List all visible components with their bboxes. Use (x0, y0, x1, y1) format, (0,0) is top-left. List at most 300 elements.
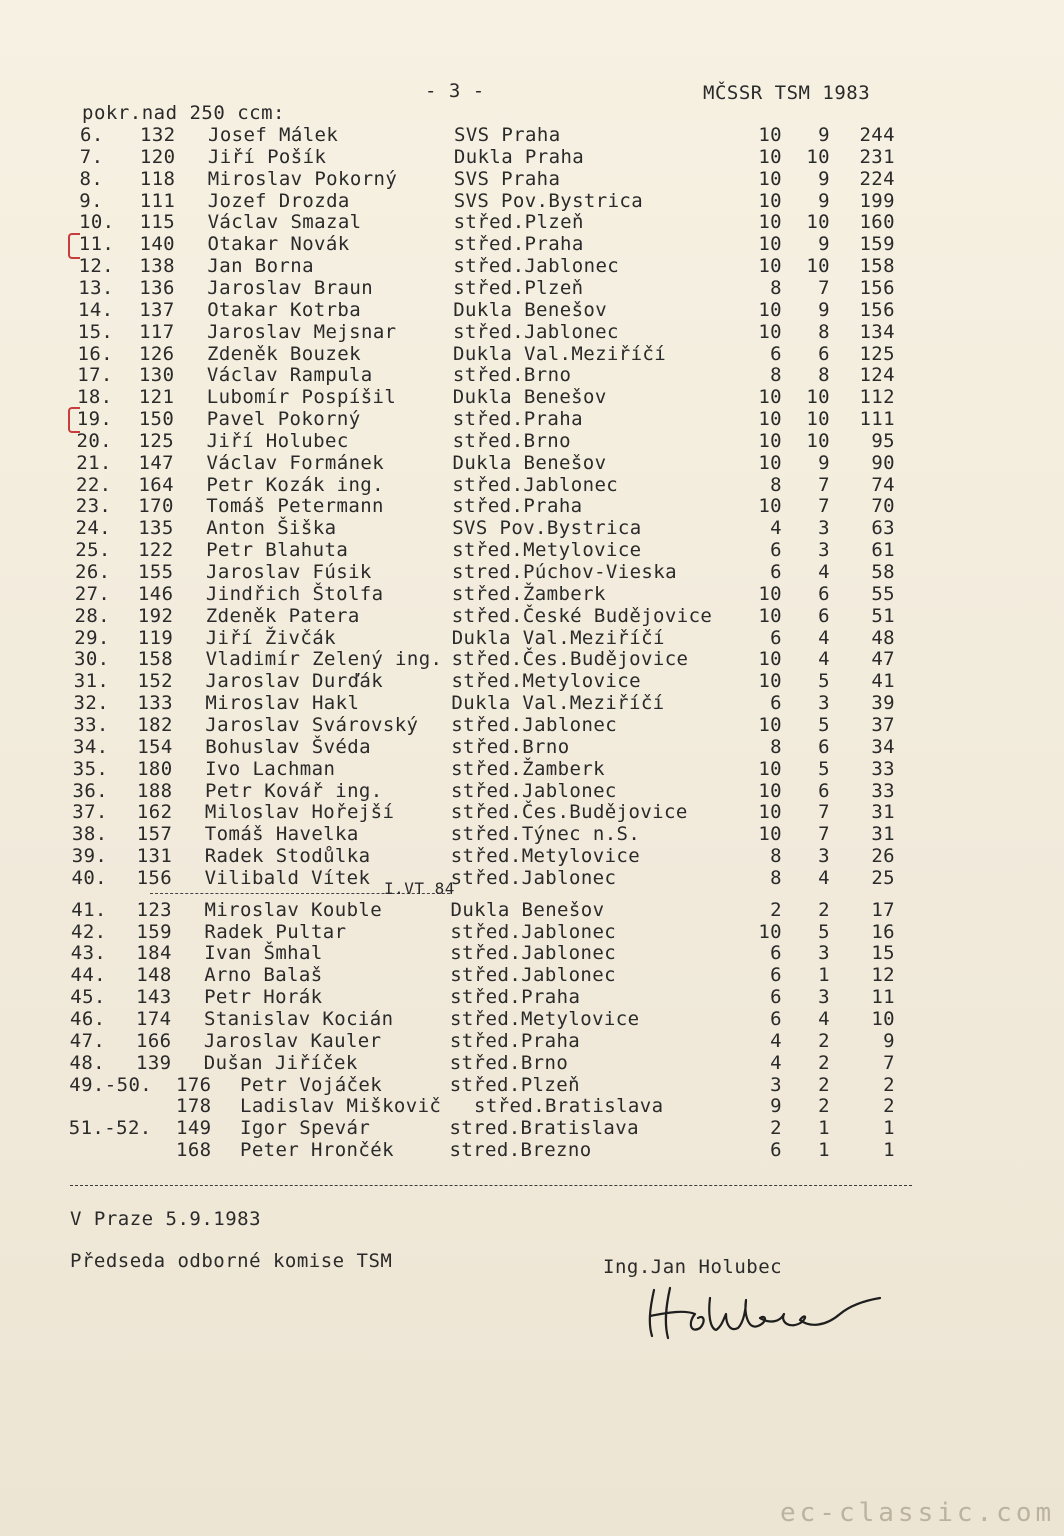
table-row (0, 299, 1064, 321)
finished-cell: 7 (818, 495, 830, 518)
club-cell: střed.Metylovice (451, 670, 641, 693)
start-number-cell: 123 (136, 898, 173, 921)
points-cell: 112 (859, 386, 895, 409)
points-cell: 16 (871, 920, 895, 943)
points-cell: 199 (859, 189, 895, 212)
rider-name-cell: Josef Málek (208, 124, 339, 146)
rounds-cell: 2 (770, 1117, 782, 1140)
start-number-cell: 170 (138, 495, 174, 518)
table-row (0, 670, 1064, 692)
finished-cell: 6 (818, 342, 830, 365)
start-number-cell: 117 (139, 320, 175, 343)
club-cell: střed.Plzeň (449, 1073, 580, 1096)
red-mark-19 (68, 407, 80, 433)
club-cell: střed.Praha (453, 233, 584, 256)
rounds-cell: 6 (770, 692, 782, 715)
table-row (0, 539, 1064, 561)
points-cell: 95 (871, 429, 895, 452)
club-cell: stred.Púchov-Vieska (452, 561, 677, 583)
points-cell: 12 (871, 964, 895, 987)
club-cell: střed.Brno (449, 1051, 569, 1074)
club-cell: SVS Pov.Bystrica (452, 517, 642, 540)
start-number-cell: 166 (136, 1029, 172, 1052)
start-number-cell: 152 (137, 670, 174, 693)
points-cell: 33 (871, 757, 895, 780)
rank-cell: 19. (76, 408, 113, 431)
finished-cell: 5 (818, 757, 830, 780)
finished-cell: 3 (818, 517, 830, 540)
table-row (0, 867, 1064, 889)
rank-cell: 22. (76, 473, 112, 496)
table-row (0, 517, 1064, 539)
finished-cell: 3 (818, 539, 830, 562)
start-number-cell: 136 (139, 276, 175, 299)
start-number-cell: 126 (139, 342, 175, 365)
points-cell: 7 (883, 1051, 895, 1074)
finished-cell: 6 (818, 604, 830, 627)
rank-cell: 33. (73, 713, 109, 736)
rank-cell: 38. (72, 823, 108, 846)
table-row (0, 124, 1064, 146)
start-number-cell: 156 (136, 866, 173, 889)
club-cell: stred.Bratislava (449, 1117, 639, 1140)
points-cell: 39 (871, 692, 895, 715)
rider-name-cell: Otakar Novák (207, 233, 350, 256)
club-cell: střed.Jablonec (452, 473, 619, 496)
rider-name-cell: Igor Spevár (240, 1117, 371, 1140)
rounds-cell: 8 (770, 845, 782, 868)
start-number-cell: 140 (139, 233, 176, 256)
club-cell: střed.Žamberk (451, 582, 606, 605)
table-row (0, 321, 1064, 343)
points-cell: 10 (871, 1008, 895, 1030)
rounds-cell: 9 (770, 1095, 782, 1118)
table-row (0, 343, 1064, 365)
rider-name-cell: Jozef Drozda (207, 189, 350, 212)
club-cell: střed.Metylovice (450, 845, 641, 868)
rank-cell: 31. (73, 670, 110, 693)
rider-name-cell: Ladislav Miškovič (240, 1095, 442, 1118)
finished-cell: 1 (818, 964, 830, 987)
finished-cell: 7 (818, 276, 830, 299)
rank-cell: 48. (69, 1051, 106, 1074)
rounds-cell: 10 (758, 255, 782, 278)
rider-name-cell: Miloslav Hořejší (204, 801, 395, 824)
points-cell: 63 (871, 517, 895, 540)
finished-cell: 8 (818, 320, 830, 343)
club-cell: střed.Metylovice (452, 539, 642, 562)
rank-cell: 42. (71, 920, 107, 943)
table-row (0, 758, 1064, 780)
start-number-cell: 178 (176, 1095, 212, 1118)
table-row (0, 495, 1064, 517)
start-number-cell: 162 (136, 801, 173, 824)
table-row (0, 211, 1064, 233)
rider-name-cell: Miroslav Pokorný (207, 167, 398, 190)
points-cell: 15 (871, 942, 895, 965)
rank-cell: 10. (79, 211, 115, 234)
start-number-cell: 168 (176, 1139, 212, 1162)
rounds-cell: 2 (770, 898, 782, 921)
rank-cell: 45. (70, 986, 106, 1009)
rider-name-cell: Petr Kovář ing. (205, 779, 383, 802)
rounds-cell: 6 (770, 626, 782, 649)
points-cell: 134 (859, 320, 895, 343)
start-number-cell: 138 (139, 255, 175, 278)
club-cell: střed.Jablonec (450, 964, 616, 987)
rank-cell: 44. (70, 964, 107, 987)
rider-name-cell: Zdeněk Patera (205, 604, 360, 627)
rounds-cell: 10 (758, 408, 782, 431)
club-cell: střed.Jablonec (453, 255, 620, 278)
table-row (0, 168, 1064, 190)
start-number-cell: 159 (136, 920, 172, 943)
finished-cell: 5 (818, 670, 830, 693)
finished-cell: 7 (818, 801, 830, 824)
finished-cell: 9 (818, 124, 830, 146)
rounds-cell: 6 (770, 964, 782, 987)
rider-name-cell: Petr Kozák ing. (206, 473, 384, 496)
points-cell: 70 (871, 495, 895, 518)
rounds-cell: 8 (770, 866, 782, 889)
rounds-cell: 10 (758, 823, 782, 846)
points-cell: 17 (871, 898, 895, 921)
chair-name: Ing.Jan Holubec (603, 1256, 783, 1278)
points-cell: 74 (871, 473, 895, 496)
finished-cell: 9 (818, 451, 830, 474)
rounds-cell: 10 (758, 495, 782, 518)
finished-cell: 2 (818, 1051, 830, 1074)
table-row (0, 452, 1064, 474)
points-cell: 156 (859, 276, 895, 299)
table-row (0, 408, 1064, 430)
start-number-cell: 111 (139, 189, 176, 212)
points-cell: 244 (859, 124, 895, 146)
points-cell: 159 (859, 233, 895, 256)
start-number-cell: 120 (139, 145, 176, 168)
points-cell: 9 (883, 1029, 895, 1052)
finished-cell: 5 (818, 920, 830, 943)
table-row (0, 964, 1064, 986)
rider-name-cell: Tomáš Petermann (206, 495, 384, 518)
table-row (0, 942, 1064, 964)
rider-name-cell: Petr Horák (204, 986, 323, 1009)
rank-cell: 21. (76, 451, 112, 474)
table-row (0, 1030, 1064, 1052)
rider-name-cell: Jaroslav Mejsnar (207, 320, 397, 343)
table-row (0, 386, 1064, 408)
start-number-cell: 150 (138, 408, 175, 431)
rounds-cell: 10 (758, 670, 782, 693)
start-number-cell: 131 (136, 845, 173, 868)
rider-name-cell: Jaroslav Durďák (205, 670, 384, 693)
rounds-cell: 6 (770, 342, 782, 365)
table-row (0, 277, 1064, 299)
finished-cell: 2 (818, 1073, 830, 1096)
rider-name-cell: Jaroslav Fúsik (206, 561, 372, 583)
finished-cell: 9 (818, 233, 830, 256)
finished-cell: 4 (818, 1008, 830, 1030)
rider-name-cell: Ivan Šmhal (204, 942, 323, 965)
points-cell: 37 (871, 713, 895, 736)
rider-name-cell: Stanislav Kocián (204, 1008, 394, 1030)
club-cell: Dukla Benešov (450, 898, 605, 921)
rider-name-cell: Jiří Živčák (205, 626, 336, 649)
rounds-cell: 10 (758, 604, 782, 627)
rounds-cell: 10 (758, 713, 782, 736)
table-row (0, 255, 1064, 277)
start-number-cell: 135 (138, 517, 174, 540)
rider-name-cell: Jan Borna (207, 255, 314, 278)
table-row (0, 1139, 1064, 1161)
rider-name-cell: Bohuslav Švéda (205, 735, 371, 758)
finished-cell: 3 (818, 692, 830, 715)
table-row (0, 845, 1064, 867)
finished-cell: 8 (818, 364, 830, 387)
rider-name-cell: Lubomír Pospíšil (206, 386, 397, 409)
club-cell: SVS Praha (454, 124, 561, 146)
rank-cell: 32. (73, 692, 110, 715)
start-number-cell: 182 (137, 713, 173, 736)
rounds-cell: 10 (758, 779, 782, 802)
rider-name-cell: Radek Stodůlka (204, 845, 371, 868)
rank-cell: 49.-50. (69, 1073, 153, 1096)
table-row (0, 823, 1064, 845)
start-number-cell: 154 (137, 735, 173, 758)
table-row (0, 605, 1064, 627)
rank-cell: 25. (75, 539, 111, 562)
rounds-cell: 10 (758, 582, 782, 605)
points-cell: 1 (883, 1139, 895, 1162)
rounds-cell: 10 (758, 189, 782, 212)
rank-cell: 6. (80, 124, 104, 146)
table-row (0, 921, 1064, 943)
rounds-cell: 6 (770, 561, 782, 583)
club-cell: střed.Jablonec (450, 866, 617, 889)
rank-cell: 15. (77, 320, 114, 343)
rounds-cell: 10 (758, 386, 782, 409)
rider-name-cell: Vilibald Vítek (204, 866, 371, 889)
rounds-cell: 4 (770, 1029, 782, 1052)
rider-name-cell: Miroslav Kouble (204, 898, 383, 921)
table-row (0, 233, 1064, 255)
finished-cell: 2 (818, 898, 830, 921)
start-number-cell: 158 (137, 648, 174, 671)
rider-name-cell: Zdeněk Bouzek (207, 342, 361, 365)
table-row (0, 736, 1064, 758)
red-mark-11 (68, 233, 80, 259)
club-cell: Dukla Val.Meziříčí (451, 692, 665, 715)
rank-cell: 27. (74, 582, 111, 605)
points-cell: 55 (871, 582, 895, 605)
rank-cell: 37. (72, 801, 108, 824)
club-cell: střed.Žamberk (451, 757, 606, 780)
start-number-cell: 147 (138, 451, 175, 474)
points-cell: 2 (883, 1073, 895, 1096)
rounds-cell: 8 (770, 276, 782, 299)
rank-cell: 34. (73, 735, 109, 758)
club-cell: střed.Jablonec (451, 713, 618, 736)
table-row (0, 801, 1064, 823)
finished-cell: 4 (818, 648, 830, 671)
rounds-cell: 8 (770, 473, 782, 496)
points-cell: 33 (871, 779, 895, 802)
club-cell: střed.Jablonec (450, 920, 617, 943)
finished-cell: 9 (818, 167, 830, 190)
rank-cell: 47. (69, 1029, 106, 1052)
rank-cell: 14. (78, 298, 114, 321)
finished-cell: 3 (818, 942, 830, 965)
table-row (0, 986, 1064, 1008)
start-number-cell: 180 (137, 757, 173, 780)
finished-cell: 9 (818, 298, 830, 321)
club-cell: střed.Čes.Budějovice (451, 648, 689, 671)
points-cell: 61 (871, 539, 895, 562)
club-cell: Dukla Val.Meziříčí (453, 342, 667, 365)
rider-name-cell: Jaroslav Svárovský (205, 713, 419, 736)
rider-name-cell: Petr Vojáček (240, 1073, 383, 1096)
start-number-cell: 146 (137, 582, 174, 605)
finished-cell: 1 (818, 1117, 830, 1140)
club-cell: střed.Čes.Budějovice (450, 801, 688, 824)
rider-name-cell: Petr Blahuta (206, 539, 349, 562)
rider-name-cell: Jaroslav Braun (207, 276, 374, 299)
club-cell: Dukla Benešov (452, 451, 607, 474)
finished-cell: 4 (818, 866, 830, 889)
rounds-cell: 10 (758, 429, 782, 452)
rank-cell: 8. (79, 167, 104, 190)
rider-name-cell: Jindřich Štolfa (205, 582, 384, 605)
table-row (0, 648, 1064, 670)
points-cell: 156 (859, 298, 895, 321)
club-cell: střed.Praha (449, 1029, 581, 1052)
rank-cell: 18. (77, 386, 113, 409)
start-number-cell: 137 (139, 298, 175, 321)
rider-name-cell: Radek Pultar (204, 920, 347, 943)
points-cell: 51 (871, 604, 895, 627)
rank-cell: 17. (77, 364, 113, 387)
finished-cell: 2 (818, 1095, 830, 1118)
rank-cell: 9. (79, 189, 103, 212)
rank-cell: 40. (71, 866, 108, 889)
rounds-cell: 6 (770, 1008, 782, 1030)
club-cell: střed.Praha (452, 495, 583, 518)
start-number-cell: 132 (140, 124, 176, 146)
table-row (0, 583, 1064, 605)
start-number-cell: 176 (176, 1073, 212, 1096)
finished-cell: 9 (818, 189, 830, 212)
club-cell: stred.Brezno (449, 1139, 592, 1162)
points-cell: 11 (871, 986, 895, 1009)
club-cell: střed.Plzeň (453, 211, 584, 234)
rounds-cell: 6 (770, 942, 782, 965)
rank-cell: 13. (78, 276, 114, 299)
start-number-cell: 139 (136, 1051, 172, 1074)
start-number-cell: 149 (176, 1117, 212, 1140)
table-row (0, 1008, 1064, 1030)
club-cell: SVS Praha (453, 167, 561, 190)
points-cell: 58 (871, 561, 895, 583)
start-number-cell: 143 (136, 986, 172, 1009)
table-row (0, 714, 1064, 736)
rounds-cell: 10 (758, 167, 782, 190)
rank-cell: 43. (70, 942, 107, 965)
start-number-cell: 184 (136, 942, 172, 965)
points-cell: 34 (871, 735, 895, 758)
table-row (0, 190, 1064, 212)
start-number-cell: 121 (138, 386, 175, 409)
rider-name-cell: Vladimír Zelený ing. (205, 648, 443, 671)
rounds-cell: 8 (770, 364, 782, 387)
start-number-cell: 164 (138, 473, 174, 496)
table-row (0, 627, 1064, 649)
points-cell: 2 (883, 1095, 895, 1118)
finished-cell: 6 (818, 582, 830, 605)
table-row (0, 430, 1064, 452)
rider-name-cell: Jiří Holubec (206, 429, 349, 452)
table-row (0, 1117, 1064, 1139)
points-cell: 47 (871, 648, 895, 671)
finished-cell: 7 (818, 473, 830, 496)
rank-cell: 41. (71, 898, 107, 921)
table-row (0, 1074, 1064, 1096)
table-row (0, 780, 1064, 802)
rounds-cell: 10 (758, 920, 782, 943)
table-row (0, 692, 1064, 714)
rounds-cell: 6 (770, 1139, 782, 1162)
finished-cell: 1 (818, 1139, 830, 1162)
start-number-cell: 119 (137, 626, 174, 649)
points-cell: 111 (859, 408, 895, 431)
rider-name-cell: Anton Šiška (206, 517, 337, 540)
rider-name-cell: Tomáš Havelka (204, 823, 359, 846)
start-number-cell: 125 (138, 429, 175, 452)
rank-cell: 23. (75, 495, 112, 518)
table-row (0, 1095, 1064, 1117)
rank-cell: 12. (78, 255, 115, 278)
rider-name-cell: Arno Balaš (204, 964, 323, 987)
rank-cell: 28. (74, 604, 111, 627)
points-cell: 26 (871, 845, 895, 868)
finished-cell: 6 (818, 779, 830, 802)
finished-cell: 10 (806, 386, 830, 409)
points-cell: 160 (859, 211, 895, 234)
club-cell: SVS Pov.Bystrica (453, 189, 644, 212)
rider-name-cell: Miroslav Hakl (205, 692, 360, 715)
club-cell: Dukla Benešov (453, 298, 608, 321)
rounds-cell: 4 (770, 517, 782, 540)
rounds-cell: 10 (758, 211, 782, 234)
points-cell: 224 (859, 167, 895, 190)
points-cell: 1 (883, 1117, 895, 1140)
table-row (0, 364, 1064, 386)
finished-cell: 5 (818, 713, 830, 736)
rank-cell: 36. (72, 779, 109, 802)
finished-cell: 10 (806, 408, 830, 431)
start-number-cell: 155 (138, 561, 174, 583)
start-number-cell: 157 (136, 823, 173, 846)
rider-name-cell: Václav Rampula (206, 364, 373, 387)
club-cell: střed.Brno (452, 364, 572, 387)
points-cell: 25 (871, 866, 895, 889)
club-cell: Dukla Val.Meziříčí (451, 626, 665, 649)
start-number-cell: 192 (137, 604, 174, 627)
rider-name-cell: Ivo Lachman (205, 757, 336, 780)
table-row (0, 146, 1064, 168)
rounds-cell: 3 (770, 1073, 782, 1096)
rider-name-cell: Otakar Kotrba (207, 298, 362, 321)
vt-label: I.VT 84 (384, 879, 455, 898)
